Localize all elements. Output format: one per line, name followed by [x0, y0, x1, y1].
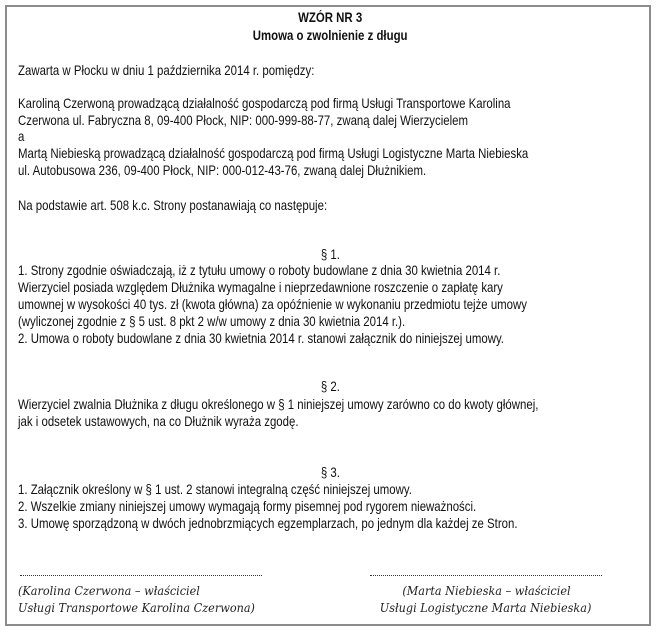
- signature-line-right: [370, 575, 602, 576]
- section-1-line: Wierzyciel posiada względem Dłużnika wymagalne i nieprzedawnione roszczenie o zapłatę kary: [18, 280, 503, 295]
- section-1-line: (wyliczonej zgodnie z § 5 ust. 8 pkt 2 w/w umowy z dnia 30 kwietnia 2014 r.).: [18, 314, 406, 329]
- title-text: WZÓR NR 3: [298, 10, 363, 25]
- party2-line: ul. Autobusowa 236, 09-400 Płock, NIP: 000-012-43-76, zwaną dalej Dłużnikiem.: [18, 163, 427, 178]
- signature-left-company: Usługi Transportowe Karolina Czerwona): [18, 600, 255, 615]
- signature-line-left: [20, 575, 262, 576]
- signature-left-name: (Karolina Czerwona – właściciel: [18, 583, 200, 598]
- section-heading-text: § 1.: [320, 247, 341, 262]
- section-heading-text: § 2.: [320, 379, 341, 394]
- section-3-line: 2. Wszelkie zmiany niniejszej umowy wymagają formy pisemnej pod rygorem nieważności.: [18, 499, 477, 514]
- basis-text: Na podstawie art. 508 k.c. Strony postanawiają co następuje:: [18, 198, 328, 213]
- section-3-heading: [0, 464, 661, 481]
- signature-right-company: Usługi Logistyczne Marta Niebieska): [380, 600, 592, 615]
- signature-right-block: [336, 582, 636, 600]
- document-title: [0, 9, 661, 26]
- section-heading-text: § 3.: [320, 465, 341, 480]
- party2-line: Martą Niebieską prowadzącą działalność gospodarczą pod firmą Usługi Logistyczne Marta Niebieska: [18, 146, 529, 161]
- section-1-line: 1. Strony zgodnie oświadczają, iż z tytułu umowy o roboty budowlane z dnia 30 kwietnia 2014 r.: [18, 263, 501, 278]
- signature-right-block-2: [336, 599, 636, 617]
- section-3-line: 3. Umowę sporządzoną w dwóch jednobrzmiących egzemplarzach, po jednym dla każdej ze Stron.: [18, 516, 518, 531]
- section-2-heading: [0, 378, 661, 395]
- section-3-line: 1. Załącznik określony w § 1 ust. 2 stanowi integralną część niniejszej umowy.: [18, 482, 412, 497]
- section-1-line: umownej w wysokości 40 tys. zł (kwota główna) za opóźnienie w wykonaniu przedmiotu tejże umowy: [18, 297, 528, 312]
- section-2-line: Wierzyciel zwalnia Dłużnika z długu określonego w § 1 niniejszej umowy zarówno co do kwoty głównej,: [18, 397, 539, 412]
- intro-text: Zawarta w Płocku w dniu 1 października 2014 r. pomiędzy:: [18, 63, 315, 78]
- document-subtitle: [0, 27, 661, 44]
- section-2-line: jak i odsetek ustawowych, na co Dłużnik wyraża zgodę.: [18, 414, 299, 429]
- conjunction-text: a: [18, 129, 25, 144]
- party1-line: Czerwona ul. Fabryczna 8, 09-400 Płock, NIP: 000-999-88-77, zwaną dalej Wierzycielem: [18, 113, 468, 128]
- section-1-line: 2. Umowa o roboty budowlane z dnia 30 kwietnia 2014 r. stanowi załącznik do niniejszej umowy.: [18, 331, 504, 346]
- subtitle-text: Umowa o zwolnienie z długu: [253, 28, 408, 43]
- section-1-heading: [0, 246, 661, 263]
- party1-line: Karoliną Czerwoną prowadzącą działalność gospodarczą pod firmą Usługi Transportowe Karolina: [18, 96, 511, 111]
- signature-right-name: (Marta Niebieska – właściciel: [401, 583, 571, 598]
